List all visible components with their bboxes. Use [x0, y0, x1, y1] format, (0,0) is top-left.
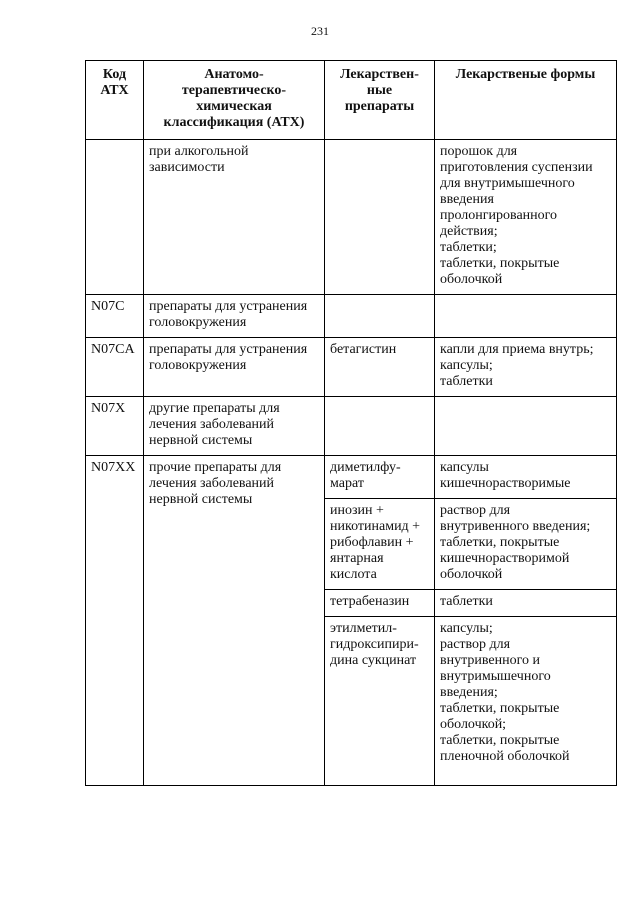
row-preparation [325, 397, 435, 456]
table-row [86, 295, 617, 338]
row-forms: капли для приема внутрь; капсулы; таблетки [435, 338, 617, 397]
row-classification: препараты для устранения головокружения [144, 295, 325, 338]
table-row [86, 338, 617, 397]
row-forms: раствор для внутривенного введения; таблетки, покрытые кишечнорастворимой оболочкой [435, 499, 617, 590]
header-classification: Анатомо- терапевтическо- химическая классификация (АТХ) [144, 61, 325, 140]
row-code: N07XX [86, 456, 144, 786]
row-code [86, 140, 144, 295]
header-preparations: Лекарствен- ные препараты [325, 61, 435, 140]
row-forms: капсулы; раствор для внутривенного и внутримышечного введения; таблетки, покрытые оболочкой; таблетки, покрытые пленочной оболочкой [435, 617, 617, 786]
page-number: 231 [311, 24, 329, 38]
row-preparation: бетагистин [325, 338, 435, 397]
row-forms [435, 295, 617, 338]
row-preparation: тетрабеназин [325, 590, 435, 617]
table-row [86, 140, 617, 295]
row-forms [435, 397, 617, 456]
row-code: N07X [86, 397, 144, 456]
row-code: N07CA [86, 338, 144, 397]
header-forms: Лекарственые формы [435, 61, 617, 140]
row-preparation: инозин + никотинамид + рибофлавин + янтарная кислота [325, 499, 435, 590]
row-preparation [325, 295, 435, 338]
row-classification: прочие препараты для лечения заболеваний нервной системы [144, 456, 325, 786]
row-forms: порошок для приготовления суспензии для внутримышечного введения пролонгированного действия; таблетки; таблетки, покрытые оболочкой [435, 140, 617, 295]
row-forms: таблетки [435, 590, 617, 617]
row-classification: препараты для устранения головокружения [144, 338, 325, 397]
row-preparation: этилметил- гидроксипири- дина сукцинат [325, 617, 435, 786]
table-row [86, 397, 617, 456]
row-classification: другие препараты для лечения заболеваний нервной системы [144, 397, 325, 456]
row-forms: капсулы кишечнорастворимые [435, 456, 617, 499]
table-row [86, 456, 617, 499]
table-header-row [86, 61, 617, 140]
row-preparation: диметилфу- марат [325, 456, 435, 499]
row-code: N07C [86, 295, 144, 338]
row-preparation [325, 140, 435, 295]
header-code: Код АТХ [86, 61, 144, 140]
row-classification: при алкогольной зависимости [144, 140, 325, 295]
atx-table [85, 60, 617, 786]
